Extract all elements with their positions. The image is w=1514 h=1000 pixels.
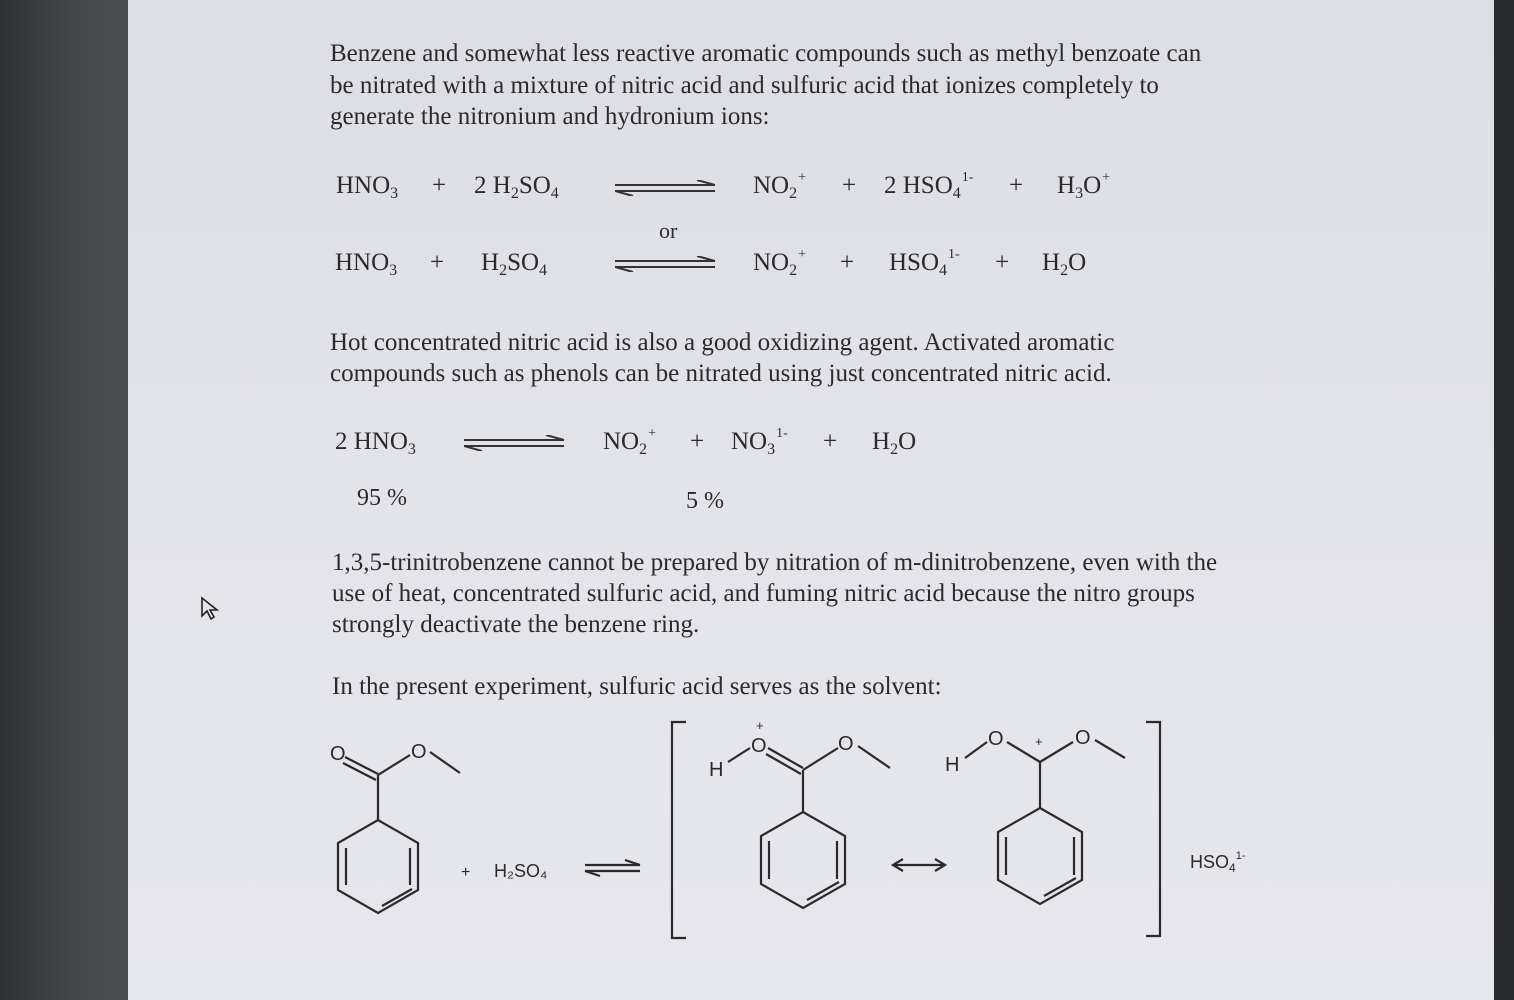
trinitro-line-3: strongly deactivate the benzene ring. — [332, 611, 700, 638]
eq3-no3: $NO_3^{1-}$ — [731, 426, 788, 458]
eq2-hso4: $HSO_4^{1-}$ — [889, 247, 960, 279]
mouse-cursor-icon — [200, 596, 222, 622]
or-label: or — [659, 218, 678, 243]
left-bracket — [672, 722, 686, 938]
res2-hydrogen: H — [945, 754, 960, 776]
res1-hydrogen: H — [709, 759, 724, 781]
eq1-plus-2: + — [842, 172, 857, 199]
eq3-hno3: 2 $HNO_3$ — [335, 428, 416, 458]
eq2-no2: $NO_2^+$ — [753, 247, 807, 279]
eq1-hso4: 2 $HSO_4^{1-}$ — [884, 170, 974, 202]
res2-oxygen-1: O — [988, 728, 1004, 750]
eq1-plus-3: + — [1009, 172, 1024, 199]
eq3-plus-1: + — [690, 428, 705, 455]
eq3-no2: $NO_2^+$ — [603, 426, 657, 458]
methyl-benzoate-structure — [338, 752, 460, 913]
res2-charge: + — [1035, 734, 1043, 749]
percent-right: 5 % — [686, 488, 724, 514]
eq3-plus-2: + — [823, 428, 838, 455]
res1-oxygen-1: O — [751, 735, 767, 757]
res1-charge: + — [756, 718, 764, 733]
solvent-line: In the present experiment, sulfuric acid serves as the solvent: — [332, 673, 942, 700]
percent-left: 95 % — [357, 485, 407, 511]
trinitro-line-1: 1,3,5-trinitrobenzene cannot be prepared by nitration of m-dinitrobenzene, even with the — [332, 549, 1218, 576]
intro-line-2: be nitrated with a mixture of nitric acid and sulfuric acid that ionizes completely to — [330, 72, 1159, 99]
counter-ion — [1190, 850, 1246, 875]
res1-oxygen-2: O — [838, 733, 854, 755]
ester-carbonyl-oxygen: O — [330, 743, 346, 765]
eq1-no2: $NO_2^+$ — [753, 170, 807, 202]
ester-ether-oxygen: O — [411, 741, 427, 763]
reagent-plus: + — [461, 864, 471, 881]
oxidizing-line-1: Hot concentrated nitric acid is also a good oxidizing agent. Activated aromatic — [330, 329, 1115, 356]
eq2-h2o: $H_2O$ — [1042, 249, 1087, 279]
intro-line-1: Benzene and somewhat less reactive aromatic compounds such as methyl benzoate can — [330, 40, 1202, 67]
eq2-plus-2: + — [840, 249, 855, 276]
eq2-h2so4: $H_2SO_4$ — [481, 249, 548, 279]
scheme-equilibrium-arrow — [585, 860, 640, 876]
resonance-structure-1 — [728, 746, 890, 908]
intro-line-3: generate the nitronium and hydronium ions: — [330, 103, 770, 130]
eq1-h2so4: 2 $H_2SO_4$ — [474, 172, 559, 202]
eq1-h3o: $H_3O^+$ — [1057, 170, 1111, 202]
resonance-structure-2 — [965, 740, 1125, 904]
eq2-plus-1: + — [430, 249, 445, 276]
reagent-h2so4: H₂SO₄ — [494, 861, 548, 881]
res2-oxygen-2: O — [1075, 727, 1091, 749]
eq1-plus-1: + — [432, 172, 447, 199]
eq2-plus-3: + — [995, 249, 1010, 276]
eq1-hno3: $HNO_3$ — [336, 172, 399, 202]
eq3-h2o: $H_2O$ — [872, 428, 917, 458]
trinitro-line-2: use of heat, concentrated sulfuric acid, and fuming nitric acid because the nitro groups — [332, 580, 1195, 607]
right-bracket — [1146, 722, 1160, 936]
resonance-arrow — [893, 859, 945, 871]
eq2-hno3: $HNO_3$ — [335, 249, 398, 279]
svg-text:HSO41-: $HSO_4^{1-}$ — [1190, 850, 1246, 875]
oxidizing-line-2: compounds such as phenols can be nitrated using just concentrated nitric acid. — [330, 360, 1112, 387]
